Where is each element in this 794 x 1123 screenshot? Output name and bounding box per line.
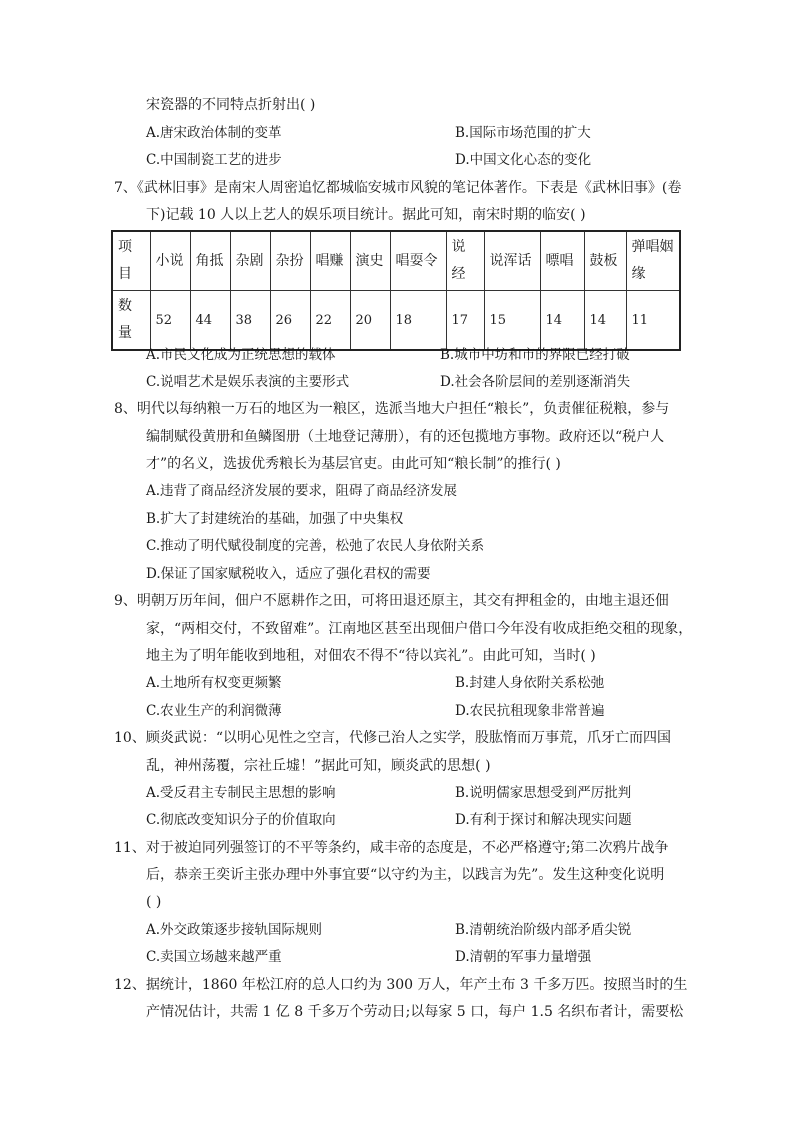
q11-stem-line-1: 11、对于被迫同列强签订的不平等条约，咸丰帝的态度是，不必严格遵守;第二次鸦片战争: [114, 840, 669, 856]
table-count-cell: 44: [190, 291, 230, 351]
q11-option-d: D.清朝的军事力量增强: [455, 949, 592, 965]
q8-option-b: B.扩大了封建统治的基础，加强了中央集权: [146, 511, 404, 527]
table-item-cell: 嘌唱: [540, 231, 584, 291]
q10-option-d: D.有利于探讨和解决现实问题: [455, 812, 632, 828]
table-count-cell: 11: [626, 291, 680, 351]
q10-stem-line-2: 乱，神州荡覆，宗社丘墟！”据此可知，顾炎武的思想( ): [146, 758, 491, 774]
table-count-cell: 17: [446, 291, 484, 351]
q9-option-b: B.封建人身依附关系松弛: [455, 675, 605, 691]
table-header-label: 项目: [112, 231, 150, 291]
q10-option-c: C.彻底改变知识分子的价值取向: [146, 812, 336, 828]
table-item-cell: 杂剧: [230, 231, 270, 291]
q6-option-c: C.中国制瓷工艺的进步: [146, 152, 282, 168]
q6-option-b: B.国际市场范围的扩大: [455, 125, 591, 141]
table-count-cell: 52: [150, 291, 190, 351]
q9-option-c: C.农业生产的利润微薄: [146, 703, 282, 719]
table-count-cell: 15: [484, 291, 540, 351]
q11-stem-line-3: ( ): [146, 894, 162, 910]
q8-option-d: D.保证了国家赋税收入，适应了强化君权的需要: [146, 566, 431, 582]
table-count-label: 数量: [112, 291, 150, 351]
q8-stem-line-1: 8、明代以每纳粮一万石的地区为一粮区，选派当地大户担任“粮长”，负责催征税粮，参与: [114, 401, 670, 417]
q6-option-d: D.中国文化心态的变化: [455, 152, 592, 168]
q12-stem-line-1: 12、据统计，1860 年松江府的总人口约为 300 万人，年产土布 3 千多万匹。按照当时的生: [114, 977, 688, 993]
q10-option-b: B.说明儒家思想受到严厉批判: [455, 785, 632, 801]
q8-stem-line-3: 才”的名义，选拔优秀粮长为基层官吏。由此可知“粮长制”的推行( ): [146, 456, 561, 472]
q11-option-c: C.卖国立场越来越严重: [146, 949, 282, 965]
q7-option-d: D.社会各阶层间的差别逐渐消失: [440, 374, 631, 390]
q9-stem-line-2: 家，“两相交付，不致留难”。江南地区甚至出现佃户借口今年没有收成拒绝交租的现象，: [146, 621, 693, 637]
table-item-cell: 小说: [150, 231, 190, 291]
q7-stem-line-2: 下)记载 10 人以上艺人的娱乐项目统计。据此可知，南宋时期的临安( ): [146, 207, 586, 223]
q11-option-a: A.外交政策逐步接轨国际规则: [146, 922, 323, 938]
q7-stem-line-1: 7、《武林旧事》是南宋人周密追忆都城临安城市风貌的笔记体著作。下表是《武林旧事》(卷: [114, 180, 682, 196]
table-item-cell: 说浑话: [484, 231, 540, 291]
q12-stem-line-2: 产情况估计，共需 1 亿 8 千多万个劳动日;以每家 5 口，每户 1.5 名织布者计，需要松: [146, 1004, 684, 1020]
table-count-cell: 22: [310, 291, 350, 351]
table-item-cell: 唱耍令: [390, 231, 446, 291]
q6-option-a: A.唐宋政治体制的变革: [146, 125, 282, 141]
table-count-cell: 14: [540, 291, 584, 351]
q11-option-b: B.清朝统治阶级内部矛盾尖锐: [455, 922, 632, 938]
table-item-cell: 演史: [350, 231, 390, 291]
q7-option-b: B.城市中坊和市的界限已经打破: [440, 347, 630, 363]
table-count-cell: 14: [584, 291, 626, 351]
table-count-cell: 18: [390, 291, 446, 351]
table-item-cell: 鼓板: [584, 231, 626, 291]
table-count-cell: 38: [230, 291, 270, 351]
q7-option-c: C.说唱艺术是娱乐表演的主要形式: [146, 374, 350, 390]
q8-option-c: C.推动了明代赋役制度的完善，松弛了农民人身依附关系: [146, 538, 485, 554]
table-item-cell: 角抵: [190, 231, 230, 291]
q9-stem-line-3: 地主为了明年能收到地租，对佃农不得不“待以宾礼”。由此可知，当时( ): [146, 648, 596, 664]
q8-stem-line-2: 编制赋役黄册和鱼鳞图册（土地登记薄册），有的还包揽地方事物。政府还以“税户人: [146, 429, 665, 445]
q7-option-a: A.市民文化成为正统思想的载体: [146, 347, 336, 363]
table-item-cell: 弹唱姻缘: [626, 231, 680, 291]
q6-stem-tail: 宋瓷器的不同特点折射出( ): [146, 97, 316, 113]
table-item-cell: 杂扮: [270, 231, 310, 291]
entertainment-table: [111, 230, 681, 351]
q9-option-d: D.农民抗租现象非常普遍: [455, 703, 605, 719]
q9-option-a: A.土地所有权变更频繁: [146, 675, 282, 691]
table-count-cell: 20: [350, 291, 390, 351]
q8-option-a: A.违背了商品经济发展的要求，阻碍了商品经济发展: [146, 483, 458, 499]
table-item-cell: 唱赚: [310, 231, 350, 291]
table-count-cell: 26: [270, 291, 310, 351]
q10-stem-line-1: 10、顾炎武说：“以明心见性之空言，代修己治人之实学，股肱惰而万事荒，爪牙亡而四国: [114, 730, 671, 746]
q11-stem-line-2: 后，恭亲王奕䜣主张办理中外事宜要“以守约为主，以践言为先”。发生这种变化说明: [146, 867, 665, 883]
q10-option-a: A.受反君主专制民主思想的影响: [146, 785, 336, 801]
table-item-cell: 说经: [446, 231, 484, 291]
q9-stem-line-1: 9、明朝万历年间，佃户不愿耕作之田，可将田退还原主，其交有押租金的，由地主退还佃: [114, 593, 669, 609]
